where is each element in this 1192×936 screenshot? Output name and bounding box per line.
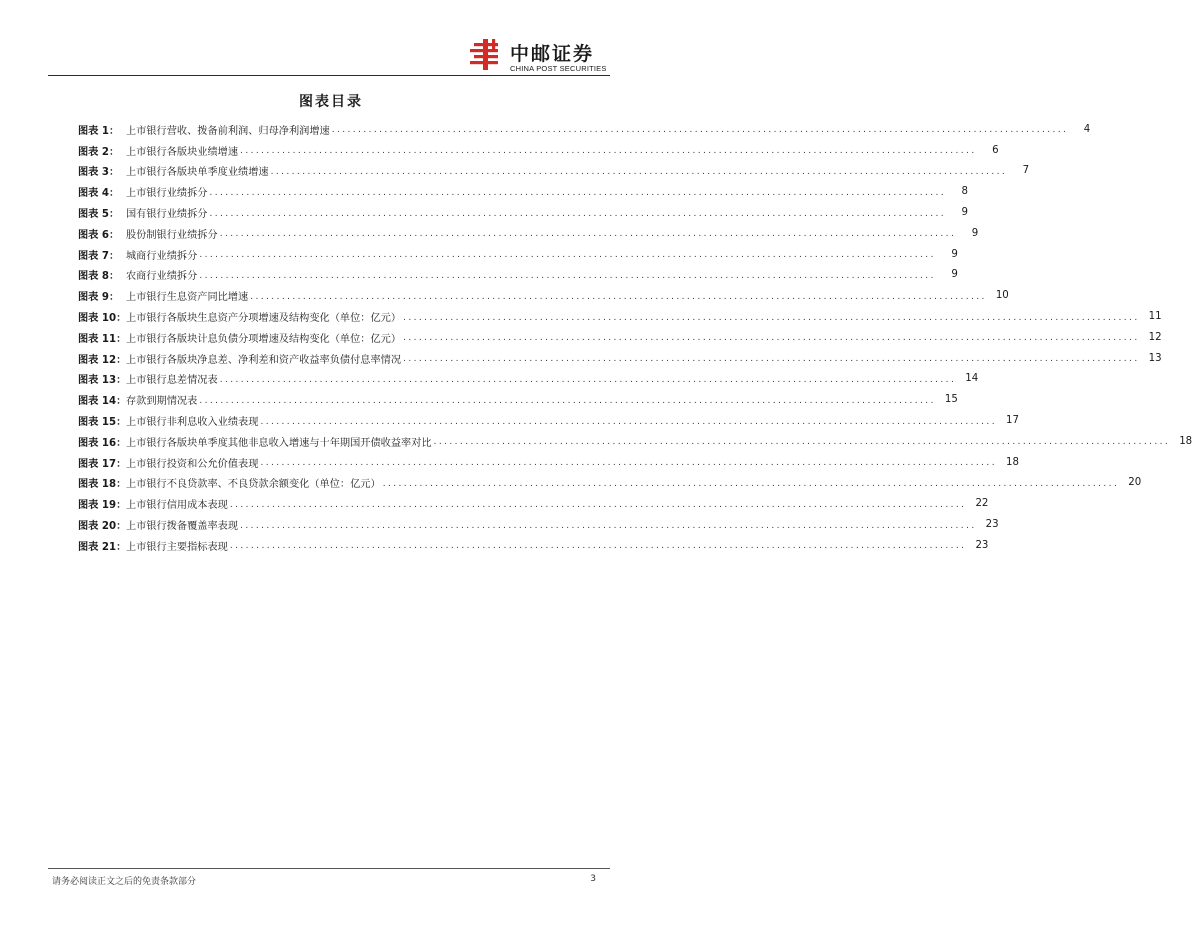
toc-entry-label: 图表 3： — [78, 167, 120, 179]
toc-entry-title[interactable]: 上市银行主要指标表现 — [126, 541, 228, 553]
toc-entry[interactable] — [78, 327, 1162, 348]
toc-entry-page[interactable]: 23 — [985, 519, 999, 531]
toc-dot-leader: ............................................................................................................................................ — [250, 291, 987, 302]
toc-dot-leader: ............................................................................................................................................ — [209, 187, 947, 198]
toc-dot-leader: ............................................................................................................................................ — [229, 541, 967, 552]
toc-entry-title[interactable]: 上市银行营收、拨备前利润、归母净利润增速 — [126, 125, 330, 137]
toc-entry-title[interactable]: 上市银行各版块计息负债分项增速及结构变化（单位：亿元） — [126, 333, 402, 345]
toc-entry[interactable] — [78, 514, 999, 535]
toc-entry-title[interactable]: 国有银行业绩拆分 — [126, 209, 208, 221]
toc-dot-leader: ............................................................................................................................................ — [403, 354, 1140, 365]
toc-entry-page[interactable]: 10 — [995, 290, 1009, 302]
toc-entry-page[interactable]: 17 — [1006, 415, 1019, 427]
toc-entry-page[interactable]: 13 — [1148, 352, 1162, 364]
toc-dot-leader: ............................................................................................................................................ — [229, 499, 967, 510]
china-post-logo-icon — [468, 38, 502, 72]
toc-entry-page[interactable]: 9 — [971, 227, 979, 239]
toc-entry-label: 图表 15： — [78, 417, 127, 429]
toc-entry-label: 图表 17： — [78, 458, 127, 470]
toc-entry[interactable] — [78, 431, 1192, 452]
toc-entry-label: 图表 1： — [78, 125, 120, 137]
toc-dot-leader: ............................................................................................................................................ — [209, 208, 947, 219]
toc-entry[interactable] — [78, 223, 979, 244]
toc-entry[interactable] — [78, 285, 1009, 306]
toc-entry-label: 图表 16： — [78, 437, 127, 449]
toc-dot-leader: ............................................................................................................................................ — [199, 395, 936, 406]
toc-entry-label: 图表 18： — [78, 479, 127, 491]
toc-entry-title[interactable]: 上市银行投资和公允价值表现 — [126, 458, 259, 470]
toc-dot-leader: ............................................................................................................................................ — [382, 478, 1120, 489]
toc-entry[interactable] — [78, 265, 958, 286]
toc-entry-page[interactable]: 7 — [1022, 165, 1030, 177]
toc-entry[interactable] — [78, 161, 1030, 182]
toc-entry-label: 图表 13： — [78, 375, 127, 387]
toc-entry-title[interactable]: 上市银行各版块业绩增速 — [126, 146, 239, 158]
toc-entry-page[interactable]: 9 — [951, 269, 958, 281]
toc-entry-title[interactable]: 上市银行生息资产同比增速 — [126, 292, 249, 304]
toc-dot-leader: ............................................................................................................................................ — [219, 374, 957, 385]
toc-dot-leader: ............................................................................................................................................ — [199, 250, 936, 261]
toc-entry-page[interactable]: 12 — [1148, 331, 1162, 343]
page-title: 图表目录 — [299, 94, 363, 110]
toc-entry-title[interactable]: 上市银行业绩拆分 — [126, 188, 208, 200]
toc-dot-leader: ............................................................................................................................................ — [219, 229, 957, 240]
toc-entry[interactable] — [78, 119, 1091, 140]
toc-entry[interactable] — [78, 202, 969, 223]
toc-dot-leader: ............................................................................................................................................ — [240, 520, 977, 531]
logo-chinese-name: 中邮证券 — [510, 43, 595, 65]
toc-entry[interactable] — [78, 493, 989, 514]
toc-entry-label: 图表 8： — [78, 271, 120, 283]
toc-entry-title[interactable]: 城商行业绩拆分 — [126, 250, 198, 262]
toc-entry-page[interactable]: 23 — [975, 539, 989, 551]
toc-entry-label: 图表 4： — [78, 188, 120, 200]
toc-dot-leader: ............................................................................................................................................ — [199, 270, 936, 281]
toc-entry-title[interactable]: 上市银行拨备覆盖率表现 — [126, 521, 239, 533]
toc-dot-leader: ............................................................................................................................................ — [331, 125, 1069, 136]
toc-entry[interactable] — [78, 140, 999, 161]
toc-entry-page[interactable]: 6 — [992, 144, 999, 156]
toc-entry-title[interactable]: 农商行业绩拆分 — [126, 271, 198, 283]
page-number: 3 — [590, 874, 596, 884]
toc-entry-label: 图表 14： — [78, 396, 127, 408]
toc-entry-page[interactable]: 18 — [1006, 456, 1019, 468]
toc-entry-title[interactable]: 上市银行信用成本表现 — [126, 500, 228, 512]
toc-dot-leader: ............................................................................................................................................ — [433, 437, 1171, 448]
toc-entry[interactable] — [78, 473, 1142, 494]
toc-dot-leader: ............................................................................................................................................ — [270, 166, 1008, 177]
toc-entry-title[interactable]: 上市银行各版块单季度其他非息收入增速与十年期国开债收益率对比 — [126, 437, 432, 449]
toc-entry-label: 图表 7： — [78, 250, 120, 262]
toc-dot-leader: ............................................................................................................................................ — [260, 458, 997, 469]
toc-entry[interactable] — [78, 389, 958, 410]
toc-entry-label: 图表 10： — [78, 313, 127, 325]
toc-entry-title[interactable]: 上市银行息差情况表 — [126, 375, 218, 387]
toc-entry-label: 图表 5： — [78, 209, 120, 221]
toc-entry-title[interactable]: 上市银行各版块生息资产分项增速及结构变化（单位：亿元） — [126, 313, 402, 325]
toc-entry-title[interactable]: 存款到期情况表 — [126, 396, 198, 408]
toc-entry-label: 图表 11： — [78, 333, 127, 345]
header-divider — [48, 75, 610, 76]
toc-entry-page[interactable]: 11 — [1148, 311, 1162, 323]
toc-entry-page[interactable]: 22 — [975, 498, 989, 510]
logo-english-name: CHINA POST SECURITIES — [510, 64, 607, 73]
footer-disclaimer: 请务必阅读正文之后的免责条款部分 — [52, 877, 197, 887]
toc-entry-label: 图表 9： — [78, 292, 120, 304]
toc-entry[interactable] — [78, 452, 1019, 473]
toc-dot-leader: ............................................................................................................................................ — [240, 146, 977, 157]
logo — [468, 38, 613, 74]
toc-dot-leader: ............................................................................................................................................ — [403, 312, 1140, 323]
toc-entry[interactable] — [78, 369, 979, 390]
toc-entry-title[interactable]: 股份制银行业绩拆分 — [126, 229, 218, 241]
toc-entry-page[interactable]: 9 — [961, 207, 969, 219]
toc-entry[interactable] — [78, 244, 958, 265]
toc-entry-label: 图表 20： — [78, 521, 127, 533]
toc-entry[interactable] — [78, 410, 1019, 431]
toc-entry[interactable] — [78, 181, 969, 202]
toc-entry-title[interactable]: 上市银行各版块单季度业绩增速 — [126, 167, 269, 179]
toc-entry-label: 图表 6： — [78, 229, 120, 241]
toc-entry-label: 图表 12： — [78, 354, 127, 366]
toc-entry-page[interactable]: 9 — [951, 248, 958, 260]
toc-entry-page[interactable]: 18 — [1179, 435, 1192, 447]
toc-entry-page[interactable]: 8 — [961, 186, 969, 198]
toc-entry-title[interactable]: 上市银行不良贷款率、不良贷款余额变化（单位：亿元） — [126, 479, 381, 491]
toc-entry-label: 图表 2： — [78, 146, 120, 158]
toc-entry[interactable] — [78, 348, 1162, 369]
toc-entry-page[interactable]: 20 — [1128, 477, 1142, 489]
toc-dot-leader: ............................................................................................................................................ — [403, 333, 1140, 344]
toc-entry[interactable] — [78, 306, 1162, 327]
toc-dot-leader: ............................................................................................................................................ — [260, 416, 997, 427]
toc-entry-title[interactable]: 上市银行非利息收入业绩表现 — [126, 417, 259, 429]
toc-entry[interactable] — [78, 535, 989, 556]
toc-entry-title[interactable]: 上市银行各版块净息差、净利差和资产收益率负债付息率情况 — [126, 354, 402, 366]
toc-entry-page[interactable]: 15 — [944, 394, 958, 406]
footer-divider — [48, 868, 610, 869]
toc-entry-page[interactable]: 4 — [1083, 123, 1091, 135]
table-of-figures — [78, 119, 1192, 556]
toc-entry-label: 图表 21： — [78, 541, 127, 553]
toc-entry-label: 图表 19： — [78, 500, 127, 512]
toc-entry-page[interactable]: 14 — [965, 373, 979, 385]
